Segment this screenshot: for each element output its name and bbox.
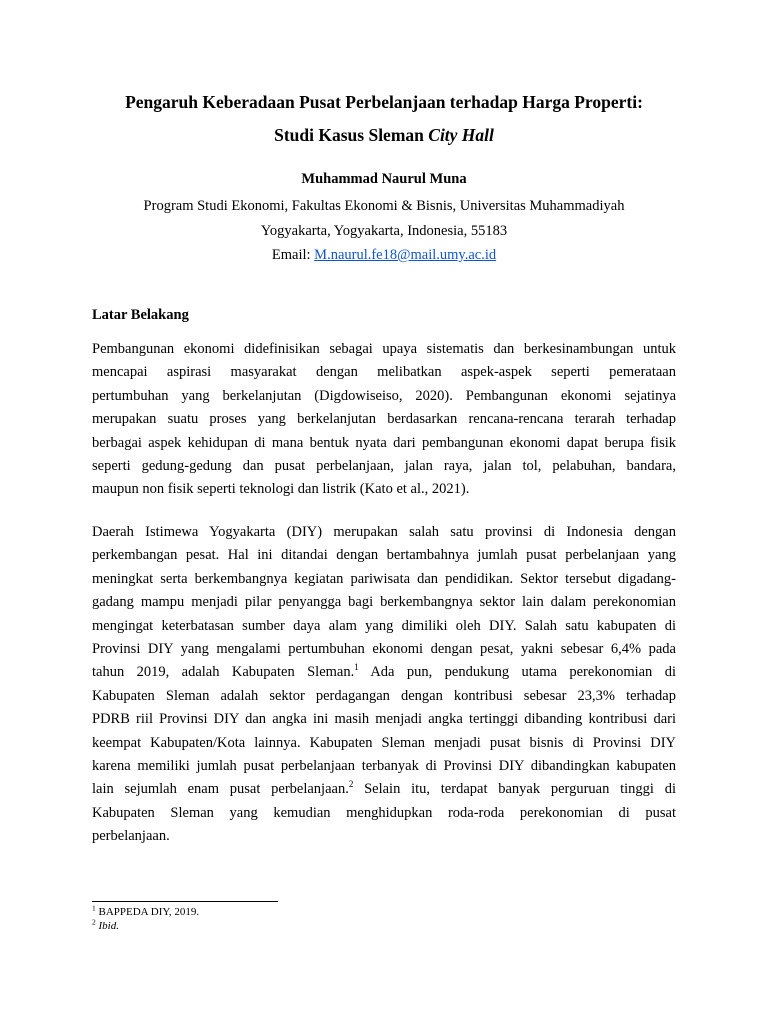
paragraph-line: gadang mampu menjadi pilar penyangga bagi berkembangnya sektor lain dalam perekonomian	[92, 594, 676, 611]
paragraph-line: berbagai aspek kehidupan di mana bentuk nyata dari pembangunan ekonomi dapat berupa fisik	[92, 434, 676, 451]
paragraph-line: maupun non fisik seperti teknologi dan listrik (Kato et al., 2021).	[92, 481, 470, 498]
paragraph-1	[92, 338, 676, 502]
paragraph-line: Pembangunan ekonomi didefinisikan sebagai upaya sistematis dan berkesinambungan untuk	[92, 341, 676, 357]
affiliation-line-2: Yogyakarta, Yogyakarta, Indonesia, 55183	[260, 222, 508, 239]
paragraph-line: karena memiliki jumlah pusat perbelanjaan terbanyak di Provinsi DIY dibandingkan kabupaten	[92, 758, 676, 775]
title-line-2	[92, 119, 676, 152]
footnotes	[92, 903, 200, 933]
paragraph-line	[92, 778, 676, 801]
paragraph-line: meningkat serta berkembangnya kegiatan pariwisata dan pendidikan. Sektor tersebut digadang-	[92, 570, 676, 587]
paragraph-line: pertumbuhan yang berkelanjutan (Digdowiseiso, 2020). Pembangunan ekonomi sejatinya	[92, 387, 676, 404]
title-line-2-italic: City Hall	[428, 125, 494, 145]
paragraph-line: Kabupaten Sleman yang kemudian menghidupkan roda-roda perekonomian di pusat	[92, 804, 676, 821]
paragraph-text: Ada pun, pendukung utama perekonomian di	[358, 664, 676, 681]
author-affiliation	[92, 194, 676, 268]
paragraph-line: perkembangan pesat. Hal ini ditandai dengan bertambahnya jumlah pusat perbelanjaan yang	[92, 547, 676, 564]
title-line-2-text: Studi Kasus Sleman	[274, 125, 429, 145]
footnote-2	[92, 916, 199, 934]
footnote-text: Ibid.	[95, 919, 119, 932]
email-link[interactable]: M.naurul.fe18@mail.umy.ac.id	[314, 247, 497, 263]
section-heading: Latar Belakang	[92, 307, 189, 323]
paragraph-2	[92, 521, 676, 849]
footnote-1	[92, 903, 200, 920]
paragraph-line	[92, 661, 676, 684]
footnote-mark: 2	[92, 916, 96, 926]
footnote-ref-2[interactable]: 2	[348, 779, 354, 790]
paragraph-line: Provinsi DIY yang mengalami pertumbuhan ekonomi dengan pesat, yakni sebesar 6,4% pada	[92, 641, 676, 658]
paragraph-line: Kabupaten Sleman adalah sektor perdagangan dengan kontribusi sebesar 23,3% terhadap	[92, 687, 676, 704]
paragraph-line: seperti gedung-gedung dan pusat perbelanjaan, jalan raya, jalan tol, pelabuhan, bandara,	[92, 458, 676, 475]
footnote-divider	[92, 901, 278, 902]
footnote-ref-1[interactable]: 1	[354, 662, 359, 673]
paper-title	[92, 86, 676, 152]
paragraph-text: Selain itu, terdapat banyak perguruan tinggi di	[353, 781, 676, 798]
affiliation-line-1: Program Studi Ekonomi, Fakultas Ekonomi & Bisnis, Universitas Muhammadiyah	[143, 198, 625, 214]
email-label: Email:	[271, 247, 315, 263]
paragraph-text: lain sejumlah enam pusat perbelanjaan.	[92, 781, 349, 798]
footnote-text: BAPPEDA DIY, 2019.	[95, 906, 200, 918]
footnote-mark: 1	[92, 903, 96, 913]
paragraph-line: merupakan suatu proses yang berkelanjutan berdasarkan rencana-rencana terarah terhadap	[92, 411, 676, 428]
paragraph-line: mengingat keterbatasan sumber daya alam yang dimiliki oleh DIY. Salah satu kabupaten di	[92, 617, 676, 634]
email-line	[92, 243, 676, 268]
paragraph-line: Daerah Istimewa Yogyakarta (DIY) merupakan salah satu provinsi di Indonesia dengan	[92, 524, 676, 540]
title-line-1: Pengaruh Keberadaan Pusat Perbelanjaan terhadap Harga Properti:	[125, 92, 643, 112]
paragraph-text: tahun 2019, adalah Kabupaten Sleman.	[92, 664, 355, 681]
paragraph-line: PDRB riil Provinsi DIY dan angka ini masih menjadi angka tertinggi dibanding kontribusi dari	[92, 711, 676, 728]
paragraph-line: mencapai aspirasi masyarakat dengan melibatkan aspek-aspek seperti pemerataan	[92, 364, 676, 381]
paragraph-line: keempat Kabupaten/Kota lainnya. Kabupaten Sleman menjadi pusat bisnis di Provinsi DIY	[92, 734, 676, 751]
paragraph-line: perbelanjaan.	[92, 828, 170, 845]
author-name: Muhammad Naurul Muna	[301, 171, 467, 187]
